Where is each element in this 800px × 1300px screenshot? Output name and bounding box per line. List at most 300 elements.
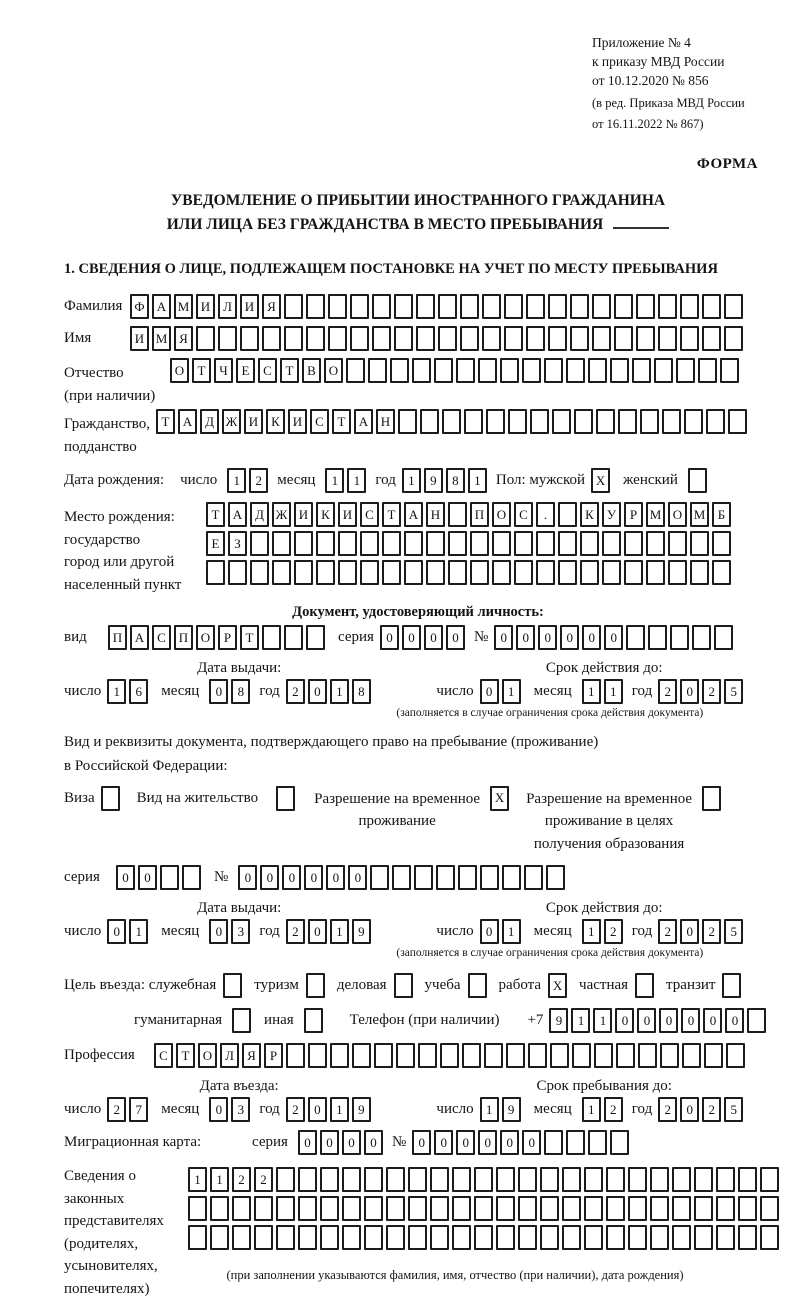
name-char-box[interactable] — [262, 326, 281, 351]
surname-char-box[interactable]: А — [152, 294, 171, 319]
patronymic-char-box[interactable]: О — [170, 358, 189, 383]
representatives-char-box[interactable] — [408, 1196, 427, 1221]
doctype-char-box[interactable]: А — [130, 625, 149, 650]
surname-char-box[interactable] — [350, 294, 369, 319]
migcard-series-box[interactable]: 0 — [320, 1130, 339, 1155]
doctype-char-box[interactable] — [306, 625, 325, 650]
birthplace-char-box[interactable] — [448, 560, 467, 585]
profession-char-box[interactable] — [572, 1043, 591, 1068]
birth-year-box[interactable]: 1 — [402, 468, 421, 493]
purpose-humanitarian-box[interactable] — [232, 1008, 251, 1033]
surname-char-box[interactable] — [482, 294, 501, 319]
birthplace-char-box[interactable] — [448, 531, 467, 556]
migcard-number-box[interactable]: 0 — [456, 1130, 475, 1155]
surname-char-box[interactable] — [394, 294, 413, 319]
representatives-char-box[interactable] — [518, 1167, 537, 1192]
name-char-box[interactable] — [548, 326, 567, 351]
representatives-char-box[interactable] — [518, 1196, 537, 1221]
birthplace-char-box[interactable] — [338, 560, 357, 585]
permit-number-box[interactable]: 0 — [282, 865, 301, 890]
doc-valid-year-box[interactable]: 0 — [680, 679, 699, 704]
surname-char-box[interactable] — [636, 294, 655, 319]
birthplace-char-box[interactable]: Т — [382, 502, 401, 527]
name-char-box[interactable] — [658, 326, 677, 351]
migcard-number-box[interactable]: 0 — [434, 1130, 453, 1155]
name-char-box[interactable] — [702, 326, 721, 351]
patronymic-char-box[interactable] — [632, 358, 651, 383]
patronymic-char-box[interactable] — [522, 358, 541, 383]
profession-char-box[interactable] — [550, 1043, 569, 1068]
profession-char-box[interactable] — [462, 1043, 481, 1068]
profession-char-box[interactable] — [660, 1043, 679, 1068]
surname-char-box[interactable] — [306, 294, 325, 319]
representatives-char-box[interactable] — [430, 1167, 449, 1192]
representatives-char-box[interactable] — [562, 1196, 581, 1221]
birthplace-char-box[interactable]: О — [492, 502, 511, 527]
patronymic-char-box[interactable] — [720, 358, 739, 383]
permit-valid-year-box[interactable]: 2 — [658, 919, 677, 944]
profession-char-box[interactable] — [374, 1043, 393, 1068]
representatives-char-box[interactable] — [584, 1167, 603, 1192]
birth-year-box[interactable]: 9 — [424, 468, 443, 493]
migcard-number-box[interactable] — [544, 1130, 563, 1155]
profession-char-box[interactable] — [528, 1043, 547, 1068]
doctype-char-box[interactable] — [284, 625, 303, 650]
profession-char-box[interactable] — [726, 1043, 745, 1068]
name-char-box[interactable] — [724, 326, 743, 351]
birthplace-char-box[interactable] — [712, 531, 731, 556]
migcard-number-box[interactable]: 0 — [478, 1130, 497, 1155]
doc-issue-month-box[interactable]: 0 — [209, 679, 228, 704]
citizenship-char-box[interactable]: Ж — [222, 409, 241, 434]
representatives-char-box[interactable] — [364, 1167, 383, 1192]
permit-issue-month-box[interactable]: 3 — [231, 919, 250, 944]
rvp-box[interactable]: X — [490, 786, 509, 811]
phone-digit-box[interactable]: 0 — [659, 1008, 678, 1033]
citizenship-char-box[interactable]: С — [310, 409, 329, 434]
name-char-box[interactable]: М — [152, 326, 171, 351]
citizenship-char-box[interactable] — [662, 409, 681, 434]
citizenship-char-box[interactable] — [728, 409, 747, 434]
name-char-box[interactable] — [438, 326, 457, 351]
surname-char-box[interactable] — [416, 294, 435, 319]
surname-char-box[interactable] — [658, 294, 677, 319]
phone-digit-box[interactable]: 0 — [681, 1008, 700, 1033]
birthplace-char-box[interactable]: Р — [624, 502, 643, 527]
name-char-box[interactable] — [680, 326, 699, 351]
birthplace-char-box[interactable] — [536, 560, 555, 585]
representatives-char-box[interactable] — [232, 1196, 251, 1221]
birthplace-char-box[interactable]: Н — [426, 502, 445, 527]
patronymic-char-box[interactable] — [544, 358, 563, 383]
representatives-char-box[interactable] — [540, 1225, 559, 1250]
birth-year-box[interactable]: 1 — [468, 468, 487, 493]
birthplace-char-box[interactable]: И — [338, 502, 357, 527]
doctype-char-box[interactable]: П — [174, 625, 193, 650]
sex-female-box[interactable] — [688, 468, 707, 493]
representatives-char-box[interactable] — [628, 1196, 647, 1221]
birthplace-char-box[interactable]: А — [228, 502, 247, 527]
patronymic-char-box[interactable]: Т — [192, 358, 211, 383]
birthplace-char-box[interactable] — [580, 560, 599, 585]
birthplace-char-box[interactable] — [404, 560, 423, 585]
doc-valid-year-box[interactable]: 2 — [702, 679, 721, 704]
representatives-char-box[interactable] — [188, 1196, 207, 1221]
birthplace-char-box[interactable]: П — [470, 502, 489, 527]
doc-number-box[interactable] — [648, 625, 667, 650]
phone-digit-box[interactable]: 0 — [725, 1008, 744, 1033]
permit-number-box[interactable]: 0 — [348, 865, 367, 890]
representatives-char-box[interactable] — [188, 1225, 207, 1250]
representatives-char-box[interactable] — [254, 1196, 273, 1221]
patronymic-char-box[interactable] — [566, 358, 585, 383]
birth-month-box[interactable]: 1 — [325, 468, 344, 493]
surname-char-box[interactable] — [284, 294, 303, 319]
representatives-char-box[interactable] — [584, 1196, 603, 1221]
name-char-box[interactable] — [196, 326, 215, 351]
surname-char-box[interactable] — [724, 294, 743, 319]
citizenship-char-box[interactable]: И — [288, 409, 307, 434]
patronymic-char-box[interactable] — [676, 358, 695, 383]
doc-issue-day-box[interactable]: 1 — [107, 679, 126, 704]
birthplace-char-box[interactable] — [426, 560, 445, 585]
patronymic-char-box[interactable] — [412, 358, 431, 383]
birthplace-char-box[interactable]: . — [536, 502, 555, 527]
purpose-official-box[interactable] — [223, 973, 242, 998]
doc-number-box[interactable]: 0 — [604, 625, 623, 650]
stay-month-box[interactable]: 1 — [582, 1097, 601, 1122]
citizenship-char-box[interactable] — [552, 409, 571, 434]
permit-number-box[interactable] — [436, 865, 455, 890]
entry-day-box[interactable]: 7 — [129, 1097, 148, 1122]
migcard-series-box[interactable]: 0 — [298, 1130, 317, 1155]
surname-char-box[interactable]: Ф — [130, 294, 149, 319]
entry-month-box[interactable]: 3 — [231, 1097, 250, 1122]
representatives-char-box[interactable] — [650, 1225, 669, 1250]
purpose-transit-box[interactable] — [722, 973, 741, 998]
name-char-box[interactable]: Я — [174, 326, 193, 351]
profession-char-box[interactable] — [418, 1043, 437, 1068]
surname-char-box[interactable] — [372, 294, 391, 319]
citizenship-char-box[interactable] — [508, 409, 527, 434]
name-char-box[interactable] — [306, 326, 325, 351]
patronymic-char-box[interactable]: С — [258, 358, 277, 383]
birthplace-char-box[interactable] — [690, 531, 709, 556]
citizenship-char-box[interactable] — [464, 409, 483, 434]
name-char-box[interactable] — [218, 326, 237, 351]
patronymic-char-box[interactable]: О — [324, 358, 343, 383]
name-char-box[interactable] — [460, 326, 479, 351]
birthplace-char-box[interactable] — [690, 560, 709, 585]
permit-valid-day-box[interactable]: 0 — [480, 919, 499, 944]
representatives-char-box[interactable] — [716, 1225, 735, 1250]
birthplace-char-box[interactable]: С — [514, 502, 533, 527]
name-char-box[interactable] — [614, 326, 633, 351]
purpose-private-box[interactable] — [635, 973, 654, 998]
permit-number-box[interactable] — [370, 865, 389, 890]
doc-series-box[interactable]: 0 — [424, 625, 443, 650]
name-char-box[interactable]: И — [130, 326, 149, 351]
profession-char-box[interactable] — [330, 1043, 349, 1068]
birthplace-char-box[interactable] — [338, 531, 357, 556]
representatives-char-box[interactable] — [716, 1167, 735, 1192]
birthplace-char-box[interactable] — [558, 502, 577, 527]
surname-char-box[interactable] — [504, 294, 523, 319]
permit-number-box[interactable] — [392, 865, 411, 890]
permit-number-box[interactable] — [480, 865, 499, 890]
surname-char-box[interactable] — [438, 294, 457, 319]
doc-valid-year-box[interactable]: 2 — [658, 679, 677, 704]
profession-char-box[interactable]: Т — [176, 1043, 195, 1068]
representatives-char-box[interactable]: 1 — [188, 1167, 207, 1192]
representatives-char-box[interactable] — [628, 1167, 647, 1192]
permit-number-box[interactable]: 0 — [260, 865, 279, 890]
representatives-char-box[interactable] — [298, 1196, 317, 1221]
birthplace-char-box[interactable]: Т — [206, 502, 225, 527]
representatives-char-box[interactable] — [386, 1225, 405, 1250]
doc-series-box[interactable]: 0 — [446, 625, 465, 650]
surname-char-box[interactable] — [614, 294, 633, 319]
citizenship-char-box[interactable] — [442, 409, 461, 434]
patronymic-char-box[interactable] — [654, 358, 673, 383]
permit-valid-year-box[interactable]: 2 — [702, 919, 721, 944]
surname-char-box[interactable] — [526, 294, 545, 319]
permit-series-box[interactable]: 0 — [116, 865, 135, 890]
representatives-char-box[interactable] — [760, 1196, 779, 1221]
entry-year-box[interactable]: 2 — [286, 1097, 305, 1122]
profession-char-box[interactable] — [594, 1043, 613, 1068]
name-char-box[interactable] — [592, 326, 611, 351]
representatives-char-box[interactable] — [320, 1225, 339, 1250]
representatives-char-box[interactable] — [210, 1225, 229, 1250]
birthplace-char-box[interactable]: К — [316, 502, 335, 527]
doc-issue-year-box[interactable]: 2 — [286, 679, 305, 704]
birthplace-char-box[interactable] — [646, 531, 665, 556]
doc-series-box[interactable]: 0 — [402, 625, 421, 650]
representatives-char-box[interactable] — [540, 1167, 559, 1192]
representatives-char-box[interactable] — [672, 1167, 691, 1192]
representatives-char-box[interactable] — [650, 1196, 669, 1221]
phone-digit-box[interactable]: 1 — [571, 1008, 590, 1033]
representatives-char-box[interactable] — [760, 1167, 779, 1192]
citizenship-char-box[interactable]: К — [266, 409, 285, 434]
phone-digit-box[interactable]: 0 — [615, 1008, 634, 1033]
representatives-char-box[interactable] — [518, 1225, 537, 1250]
birthplace-char-box[interactable] — [712, 560, 731, 585]
surname-char-box[interactable]: И — [196, 294, 215, 319]
birthplace-char-box[interactable] — [492, 560, 511, 585]
representatives-char-box[interactable] — [606, 1167, 625, 1192]
permit-issue-year-box[interactable]: 9 — [352, 919, 371, 944]
migcard-number-box[interactable]: 0 — [412, 1130, 431, 1155]
representatives-char-box[interactable] — [562, 1225, 581, 1250]
citizenship-char-box[interactable]: Д — [200, 409, 219, 434]
name-char-box[interactable] — [372, 326, 391, 351]
permit-number-box[interactable]: 0 — [304, 865, 323, 890]
profession-char-box[interactable] — [308, 1043, 327, 1068]
name-char-box[interactable] — [240, 326, 259, 351]
birthplace-char-box[interactable] — [448, 502, 467, 527]
patronymic-char-box[interactable] — [500, 358, 519, 383]
birthplace-char-box[interactable] — [316, 531, 335, 556]
birthplace-char-box[interactable] — [294, 560, 313, 585]
doc-valid-month-box[interactable]: 1 — [582, 679, 601, 704]
representatives-char-box[interactable] — [452, 1196, 471, 1221]
representatives-char-box[interactable] — [276, 1167, 295, 1192]
name-char-box[interactable] — [284, 326, 303, 351]
entry-month-box[interactable]: 0 — [209, 1097, 228, 1122]
representatives-char-box[interactable] — [496, 1196, 515, 1221]
doc-issue-year-box[interactable]: 8 — [352, 679, 371, 704]
birthplace-char-box[interactable] — [382, 560, 401, 585]
purpose-business-box[interactable] — [394, 973, 413, 998]
permit-number-box[interactable]: 0 — [238, 865, 257, 890]
representatives-char-box[interactable]: 1 — [210, 1167, 229, 1192]
doc-number-box[interactable] — [670, 625, 689, 650]
patronymic-char-box[interactable] — [588, 358, 607, 383]
doctype-char-box[interactable]: Р — [218, 625, 237, 650]
citizenship-char-box[interactable]: Т — [156, 409, 175, 434]
name-char-box[interactable] — [328, 326, 347, 351]
representatives-char-box[interactable] — [474, 1225, 493, 1250]
surname-char-box[interactable]: И — [240, 294, 259, 319]
purpose-other-box[interactable] — [304, 1008, 323, 1033]
birthplace-char-box[interactable] — [360, 531, 379, 556]
doctype-char-box[interactable]: Т — [240, 625, 259, 650]
permit-series-box[interactable] — [182, 865, 201, 890]
citizenship-char-box[interactable] — [486, 409, 505, 434]
phone-digit-box[interactable]: 0 — [637, 1008, 656, 1033]
birthplace-char-box[interactable]: З — [228, 531, 247, 556]
representatives-char-box[interactable] — [716, 1196, 735, 1221]
permit-series-box[interactable]: 0 — [138, 865, 157, 890]
citizenship-char-box[interactable] — [596, 409, 615, 434]
representatives-char-box[interactable] — [738, 1225, 757, 1250]
stay-year-box[interactable]: 0 — [680, 1097, 699, 1122]
birthplace-char-box[interactable] — [646, 560, 665, 585]
birthplace-char-box[interactable] — [316, 560, 335, 585]
representatives-char-box[interactable] — [628, 1225, 647, 1250]
birthplace-char-box[interactable] — [514, 560, 533, 585]
entry-year-box[interactable]: 0 — [308, 1097, 327, 1122]
profession-char-box[interactable] — [704, 1043, 723, 1068]
representatives-char-box[interactable] — [386, 1196, 405, 1221]
representatives-char-box[interactable] — [738, 1167, 757, 1192]
birthplace-char-box[interactable] — [360, 560, 379, 585]
entry-day-box[interactable]: 2 — [107, 1097, 126, 1122]
name-char-box[interactable] — [394, 326, 413, 351]
profession-char-box[interactable]: Я — [242, 1043, 261, 1068]
rvp-edu-box[interactable] — [702, 786, 721, 811]
birthplace-char-box[interactable] — [250, 560, 269, 585]
surname-char-box[interactable] — [592, 294, 611, 319]
surname-char-box[interactable]: М — [174, 294, 193, 319]
migcard-number-box[interactable]: 0 — [500, 1130, 519, 1155]
representatives-char-box[interactable] — [342, 1167, 361, 1192]
citizenship-char-box[interactable] — [420, 409, 439, 434]
surname-char-box[interactable]: Л — [218, 294, 237, 319]
permit-issue-year-box[interactable]: 2 — [286, 919, 305, 944]
birthplace-char-box[interactable]: И — [294, 502, 313, 527]
representatives-char-box[interactable] — [474, 1196, 493, 1221]
birthplace-char-box[interactable]: С — [360, 502, 379, 527]
permit-issue-day-box[interactable]: 0 — [107, 919, 126, 944]
birthplace-char-box[interactable] — [558, 531, 577, 556]
stay-day-box[interactable]: 1 — [480, 1097, 499, 1122]
citizenship-char-box[interactable] — [574, 409, 593, 434]
citizenship-char-box[interactable]: И — [244, 409, 263, 434]
representatives-char-box[interactable] — [606, 1196, 625, 1221]
patronymic-char-box[interactable] — [478, 358, 497, 383]
birthplace-char-box[interactable]: Е — [206, 531, 225, 556]
phone-digit-box[interactable] — [747, 1008, 766, 1033]
birthplace-char-box[interactable] — [470, 531, 489, 556]
name-char-box[interactable] — [482, 326, 501, 351]
patronymic-char-box[interactable] — [456, 358, 475, 383]
profession-char-box[interactable] — [616, 1043, 635, 1068]
surname-char-box[interactable] — [680, 294, 699, 319]
permit-valid-year-box[interactable]: 0 — [680, 919, 699, 944]
doc-valid-day-box[interactable]: 0 — [480, 679, 499, 704]
profession-char-box[interactable] — [638, 1043, 657, 1068]
representatives-char-box[interactable] — [672, 1196, 691, 1221]
citizenship-char-box[interactable] — [684, 409, 703, 434]
representatives-char-box[interactable] — [496, 1167, 515, 1192]
birth-day-box[interactable]: 2 — [249, 468, 268, 493]
doc-issue-year-box[interactable]: 0 — [308, 679, 327, 704]
representatives-char-box[interactable] — [694, 1196, 713, 1221]
stay-year-box[interactable]: 2 — [702, 1097, 721, 1122]
birthplace-char-box[interactable] — [470, 560, 489, 585]
birthplace-char-box[interactable]: У — [602, 502, 621, 527]
doc-number-box[interactable]: 0 — [560, 625, 579, 650]
representatives-char-box[interactable] — [694, 1225, 713, 1250]
birth-month-box[interactable]: 1 — [347, 468, 366, 493]
permit-issue-day-box[interactable]: 1 — [129, 919, 148, 944]
representatives-char-box[interactable] — [672, 1225, 691, 1250]
doc-number-box[interactable] — [714, 625, 733, 650]
migcard-number-box[interactable]: 0 — [522, 1130, 541, 1155]
phone-digit-box[interactable]: 9 — [549, 1008, 568, 1033]
representatives-char-box[interactable] — [562, 1167, 581, 1192]
name-char-box[interactable] — [504, 326, 523, 351]
representatives-char-box[interactable] — [540, 1196, 559, 1221]
surname-char-box[interactable] — [328, 294, 347, 319]
representatives-char-box[interactable] — [342, 1196, 361, 1221]
profession-char-box[interactable] — [506, 1043, 525, 1068]
representatives-char-box[interactable] — [364, 1196, 383, 1221]
migcard-series-box[interactable]: 0 — [342, 1130, 361, 1155]
citizenship-char-box[interactable] — [706, 409, 725, 434]
stay-month-box[interactable]: 2 — [604, 1097, 623, 1122]
birthplace-char-box[interactable] — [514, 531, 533, 556]
doc-number-box[interactable] — [626, 625, 645, 650]
permit-number-box[interactable] — [524, 865, 543, 890]
birthplace-char-box[interactable]: М — [646, 502, 665, 527]
birthplace-char-box[interactable] — [602, 560, 621, 585]
permit-number-box[interactable] — [546, 865, 565, 890]
birthplace-char-box[interactable] — [668, 531, 687, 556]
citizenship-char-box[interactable]: А — [178, 409, 197, 434]
profession-char-box[interactable]: О — [198, 1043, 217, 1068]
birthplace-char-box[interactable] — [228, 560, 247, 585]
name-char-box[interactable] — [350, 326, 369, 351]
entry-year-box[interactable]: 9 — [352, 1097, 371, 1122]
profession-char-box[interactable]: Р — [264, 1043, 283, 1068]
representatives-char-box[interactable] — [276, 1196, 295, 1221]
representatives-char-box[interactable] — [298, 1225, 317, 1250]
representatives-char-box[interactable] — [320, 1196, 339, 1221]
